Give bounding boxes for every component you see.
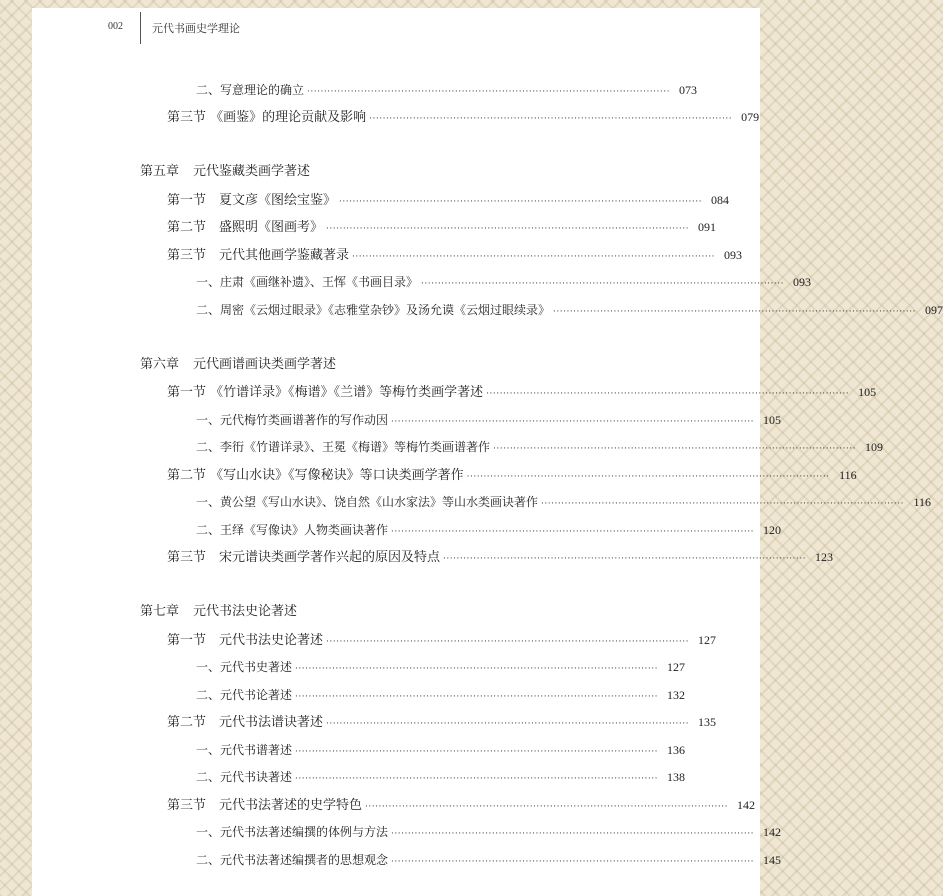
toc-page-number: 079 [741, 110, 760, 124]
chapter-heading[interactable] [140, 604, 297, 620]
toc-leader: ············································································································ [307, 87, 670, 97]
toc-entry[interactable] [196, 659, 685, 677]
toc-page-number: 084 [711, 193, 729, 207]
page-number: 002 [108, 21, 123, 32]
toc-leader: ············································································································ [391, 829, 754, 839]
toc-page-number: 123 [815, 550, 833, 564]
toc-page-number: 138 [667, 770, 685, 784]
toc-entry[interactable] [167, 384, 877, 402]
toc-entry[interactable] [167, 192, 729, 210]
toc-entry-title: 二、元代书法著述编撰者的思想观念 [196, 853, 389, 867]
toc-entry-title: 第二节 元代书法谱诀著述 [167, 715, 324, 730]
toc-page-number: 116 [913, 495, 931, 509]
toc-entry-title: 第三节 宋元谱诀类画学著作兴起的原因及特点 [167, 550, 441, 565]
toc-entry[interactable] [167, 219, 716, 237]
toc-leader: ············································································································ [466, 472, 830, 482]
toc-entry-title: 一、庄肃《画继补遗》、王恽《书画目录》 [196, 275, 419, 289]
toc-entry[interactable] [167, 632, 716, 650]
toc-page-number: 132 [667, 688, 685, 702]
toc-leader: ············································································································ [365, 802, 728, 812]
toc-leader: ············································································································ [553, 307, 916, 317]
toc-page-number: 091 [698, 220, 716, 234]
toc-leader: ············································································································ [326, 719, 689, 729]
chapter-number: 第五章 [140, 164, 180, 179]
toc-leader: ············································································································ [486, 389, 850, 399]
toc-page-number: 135 [698, 715, 716, 729]
toc-entry-title: 一、元代书法著述编撰的体例与方法 [196, 825, 389, 839]
toc-entry[interactable] [196, 302, 943, 320]
toc-entry-title: 第三节 元代书法著述的史学特色 [167, 798, 363, 813]
toc-entry-title: 第一节 《竹谱详录》《梅谱》《兰谱》等梅竹类画学著述 [167, 385, 484, 400]
toc-entry-title: 二、王绎《写像诀》人物类画诀著作 [196, 523, 389, 537]
toc-entry[interactable] [196, 742, 685, 760]
toc-entry[interactable] [196, 412, 781, 430]
toc-entry[interactable] [167, 797, 755, 815]
toc-page-number: 136 [667, 743, 685, 757]
running-title: 元代书画史学理论 [152, 22, 240, 35]
toc-leader: ············································································································ [295, 774, 658, 784]
toc-page-number: 127 [698, 633, 716, 647]
toc-leader: ············································································································ [295, 747, 658, 757]
toc-entry-title: 第二节 盛熙明《图画考》 [167, 220, 324, 235]
chapter-title: 元代书法史论著述 [193, 604, 298, 619]
toc-entry-title: 第一节 夏文彦《图绘宝鉴》 [167, 193, 337, 208]
toc-entry-title: 第三节 元代其他画学鉴藏著录 [167, 248, 350, 263]
toc-entry-title: 二、李衎《竹谱详录》、王冕《梅谱》等梅竹类画谱著作 [196, 440, 491, 454]
toc-entry-title: 第一节 元代书法史论著述 [167, 633, 324, 648]
toc-leader: ············································································································ [326, 224, 689, 234]
toc-entry[interactable] [196, 522, 781, 540]
toc-page-number: 105 [763, 413, 781, 427]
toc-entry-title: 二、周密《云烟过眼录》《志雅堂杂钞》及汤允谟《云烟过眼续录》 [196, 303, 551, 317]
toc-entry-title: 第二节 《写山水诀》《写像秘诀》等口诀类画学著作 [167, 468, 464, 483]
toc-leader: ············································································································ [391, 417, 754, 427]
toc-page-number: 127 [667, 660, 685, 674]
toc-page-number: 109 [865, 440, 883, 454]
toc-leader: ············································································································ [421, 279, 784, 289]
chapter-number: 第六章 [140, 357, 180, 372]
toc-leader: ············································································································ [339, 197, 702, 207]
toc-leader: ············································································································ [391, 527, 754, 537]
chapter-number: 第七章 [140, 604, 180, 619]
toc-entry[interactable] [196, 274, 811, 292]
toc-leader: ············································································································ [443, 554, 806, 564]
toc-entry[interactable] [196, 494, 931, 512]
toc-entry[interactable] [196, 852, 781, 870]
toc-entry[interactable] [196, 769, 685, 787]
toc-entry-title: 一、元代书史著述 [196, 660, 293, 674]
toc-page-number: 073 [679, 83, 697, 97]
toc-entry-title: 二、写意理论的确立 [196, 83, 305, 97]
toc-entry[interactable] [196, 439, 883, 457]
toc-leader: ············································································································ [352, 252, 715, 262]
toc-page-number: 093 [724, 248, 742, 262]
toc-page-number: 116 [839, 468, 857, 482]
toc-leader: ············································································································ [493, 444, 856, 454]
toc-leader: ············································································································ [541, 499, 904, 509]
table-of-contents [32, 8, 943, 896]
toc-entry-title: 二、元代书论著述 [196, 688, 293, 702]
toc-entry[interactable] [167, 467, 857, 485]
toc-entry[interactable] [196, 687, 685, 705]
chapter-title: 元代鉴藏类画学著述 [193, 164, 311, 179]
toc-entry[interactable] [167, 549, 833, 567]
toc-leader: ············································································································ [295, 692, 658, 702]
toc-page-number: 120 [763, 523, 781, 537]
toc-entry[interactable] [167, 714, 716, 732]
toc-page-number: 145 [763, 853, 781, 867]
toc-entry-title: 二、元代书诀著述 [196, 770, 293, 784]
toc-leader: ············································································································ [326, 637, 689, 647]
toc-page-number: 142 [763, 825, 781, 839]
toc-entry[interactable] [196, 82, 697, 100]
toc-entry-title: 第三节 《画鉴》的理论贡献及影响 [167, 110, 367, 125]
toc-entry-title: 一、元代书谱著述 [196, 743, 293, 757]
toc-page-number: 142 [737, 798, 755, 812]
toc-entry[interactable] [167, 109, 760, 127]
toc-page-number: 093 [793, 275, 811, 289]
toc-entry-title: 一、元代梅竹类画谱著作的写作动因 [196, 413, 389, 427]
toc-entry[interactable] [167, 247, 742, 265]
toc-page-number: 097 [925, 303, 943, 317]
chapter-title: 元代画谱画诀类画学著述 [193, 357, 337, 372]
toc-leader: ············································································································ [391, 857, 754, 867]
toc-entry-title: 一、黄公望《写山水诀》、饶自然《山水家法》等山水类画诀著作 [196, 495, 539, 509]
toc-leader: ············································································································ [295, 664, 658, 674]
book-page [32, 8, 943, 896]
toc-entry[interactable] [196, 824, 781, 842]
toc-page-number: 105 [858, 385, 877, 399]
chapter-heading[interactable] [140, 357, 336, 373]
chapter-heading[interactable] [140, 164, 310, 180]
toc-leader: ············································································································ [369, 114, 733, 124]
